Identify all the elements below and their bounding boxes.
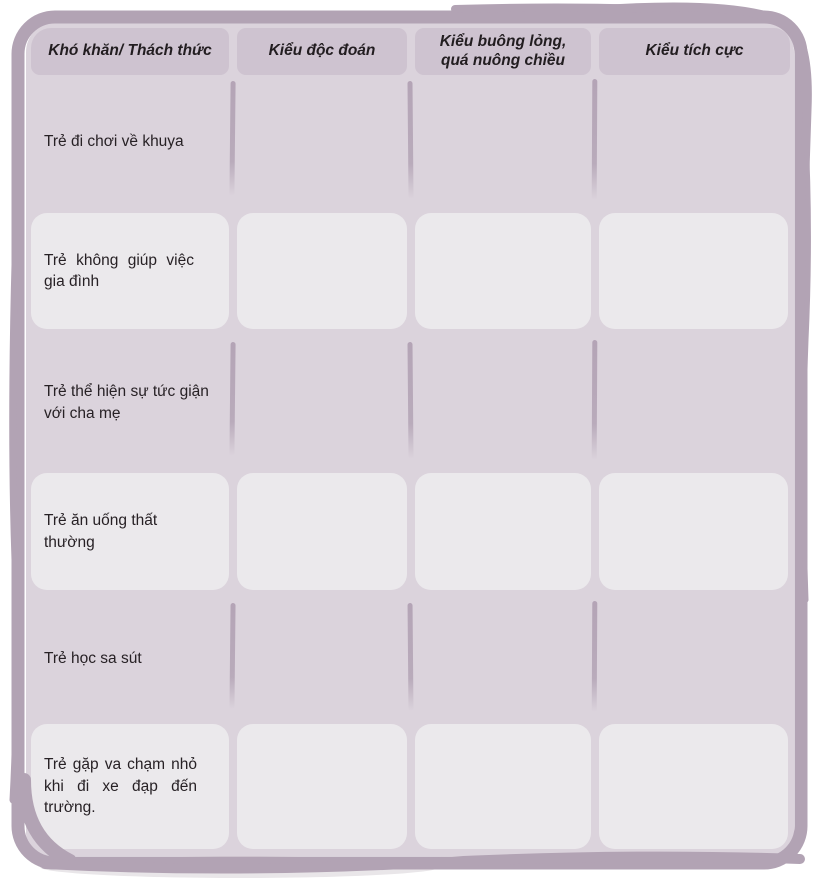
column-divider-stroke (592, 601, 598, 712)
answer-cell (599, 213, 788, 329)
header-cell-positive (599, 28, 790, 75)
column-divider-stroke (407, 342, 413, 459)
challenge-text: Trẻ ăn uống thất thường (44, 512, 158, 551)
answer-cell (237, 724, 407, 849)
answer-cell (599, 597, 790, 720)
challenge-text: Trẻ đi chơi về khuya (44, 133, 184, 151)
answer-cell (237, 213, 407, 329)
answer-cell (237, 75, 407, 209)
answer-cell (237, 336, 407, 469)
challenge-label-cell (31, 597, 229, 720)
table-grid (31, 28, 790, 852)
challenge-label-cell (31, 724, 229, 849)
challenge-text: Trẻ gặp va chạm nhỏ khi đi xe đạp đến trường. (44, 756, 197, 817)
header-label: Khó khăn/ Thách thức (48, 42, 212, 60)
challenge-label-cell (31, 75, 229, 209)
parenting-styles-table (26, 22, 794, 856)
column-divider-stroke (408, 603, 414, 711)
challenge-text: Trẻ học sa sút (44, 649, 142, 667)
header-label: Kiểu buông lỏng, quá nuông chiều (439, 33, 567, 69)
header-label: Kiểu tích cực (645, 42, 744, 60)
column-divider-stroke (229, 81, 235, 196)
column-divider-stroke (229, 342, 235, 456)
answer-cell (415, 336, 591, 469)
column-divider-stroke (592, 79, 598, 200)
header-cell-authoritarian (237, 28, 407, 75)
column-divider-stroke (592, 340, 598, 460)
answer-cell (237, 473, 407, 590)
challenge-text: Trẻ không giúp việc gia đình (44, 251, 194, 290)
answer-cell (599, 75, 790, 209)
header-label: Kiểu độc đoán (268, 42, 376, 60)
answer-cell (415, 473, 591, 590)
answer-cell (599, 724, 788, 849)
challenge-label-cell (31, 336, 229, 469)
challenge-label-cell (31, 473, 229, 590)
answer-cell (415, 213, 591, 329)
answer-cell (237, 597, 407, 720)
answer-cell (415, 75, 591, 209)
answer-cell (415, 597, 591, 720)
column-divider-stroke (407, 81, 413, 199)
answer-cell (599, 473, 788, 590)
challenge-text: Trẻ thể hiện sự tức giận với cha mẹ (44, 383, 209, 422)
answer-cell (415, 724, 591, 849)
header-cell-challenges (31, 28, 229, 75)
answer-cell (599, 336, 790, 469)
challenge-label-cell (31, 213, 229, 329)
column-divider-stroke (229, 603, 235, 709)
header-cell-permissive (415, 28, 591, 75)
